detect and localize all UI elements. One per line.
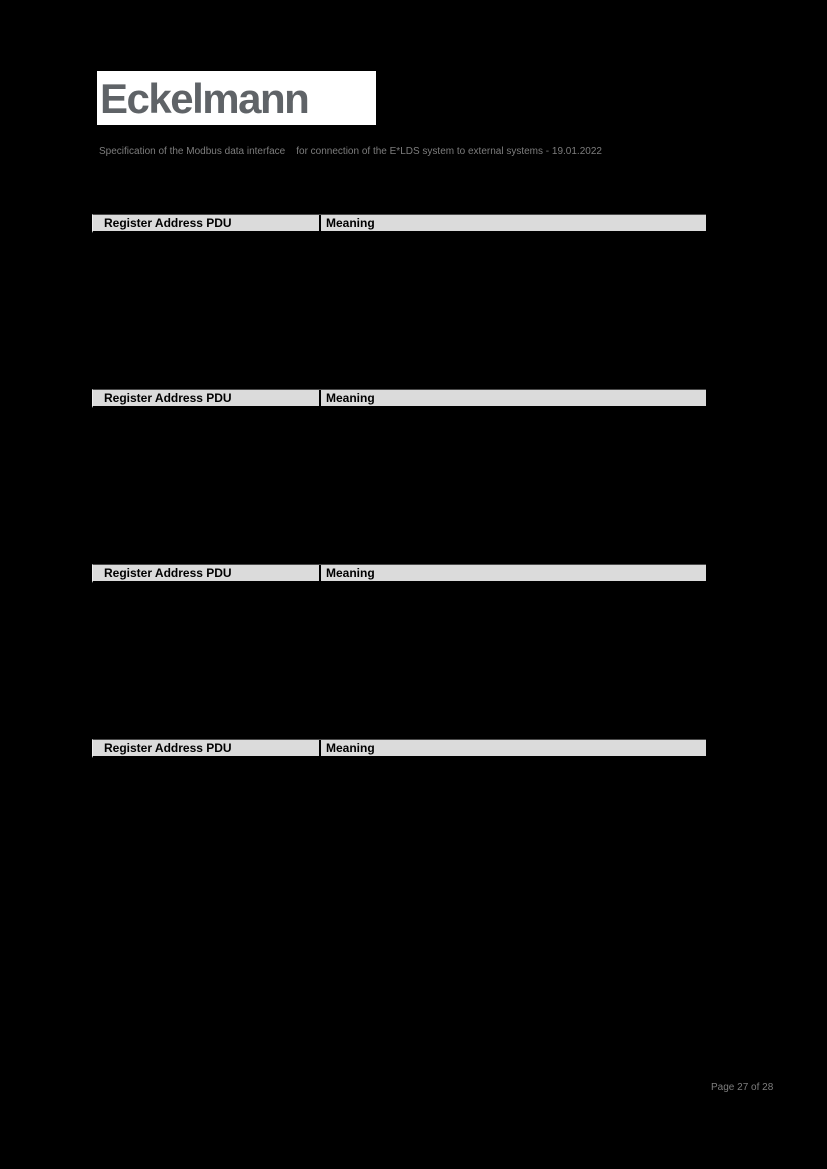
- table-header-row-2: [92, 389, 706, 408]
- column-header-register-address-pdu: Register Address PDU: [93, 390, 321, 406]
- table-header-row-1: [92, 214, 706, 233]
- eckelmann-logo: [97, 71, 376, 125]
- column-header-register-address-pdu: Register Address PDU: [93, 740, 321, 756]
- column-header-register-address-pdu: Register Address PDU: [93, 215, 321, 231]
- document-header: [99, 146, 719, 158]
- table-header-row-4: [92, 739, 706, 758]
- column-header-register-address-pdu: Register Address PDU: [93, 565, 321, 581]
- header-title-right: for connection of the E*LDS system to external systems - 19.01.2022: [296, 146, 602, 157]
- column-header-meaning: Meaning: [326, 741, 375, 755]
- header-title-left: Specification of the Modbus data interface: [99, 146, 286, 157]
- logo-wordmark: Eckelmann: [100, 75, 309, 122]
- column-header-meaning: Meaning: [326, 216, 375, 230]
- column-header-meaning: Meaning: [326, 566, 375, 580]
- page-footer: [711, 1082, 773, 1093]
- page-indicator: Page 27 of 28: [711, 1082, 774, 1093]
- table-header-row-3: [92, 564, 706, 583]
- column-header-meaning: Meaning: [326, 391, 375, 405]
